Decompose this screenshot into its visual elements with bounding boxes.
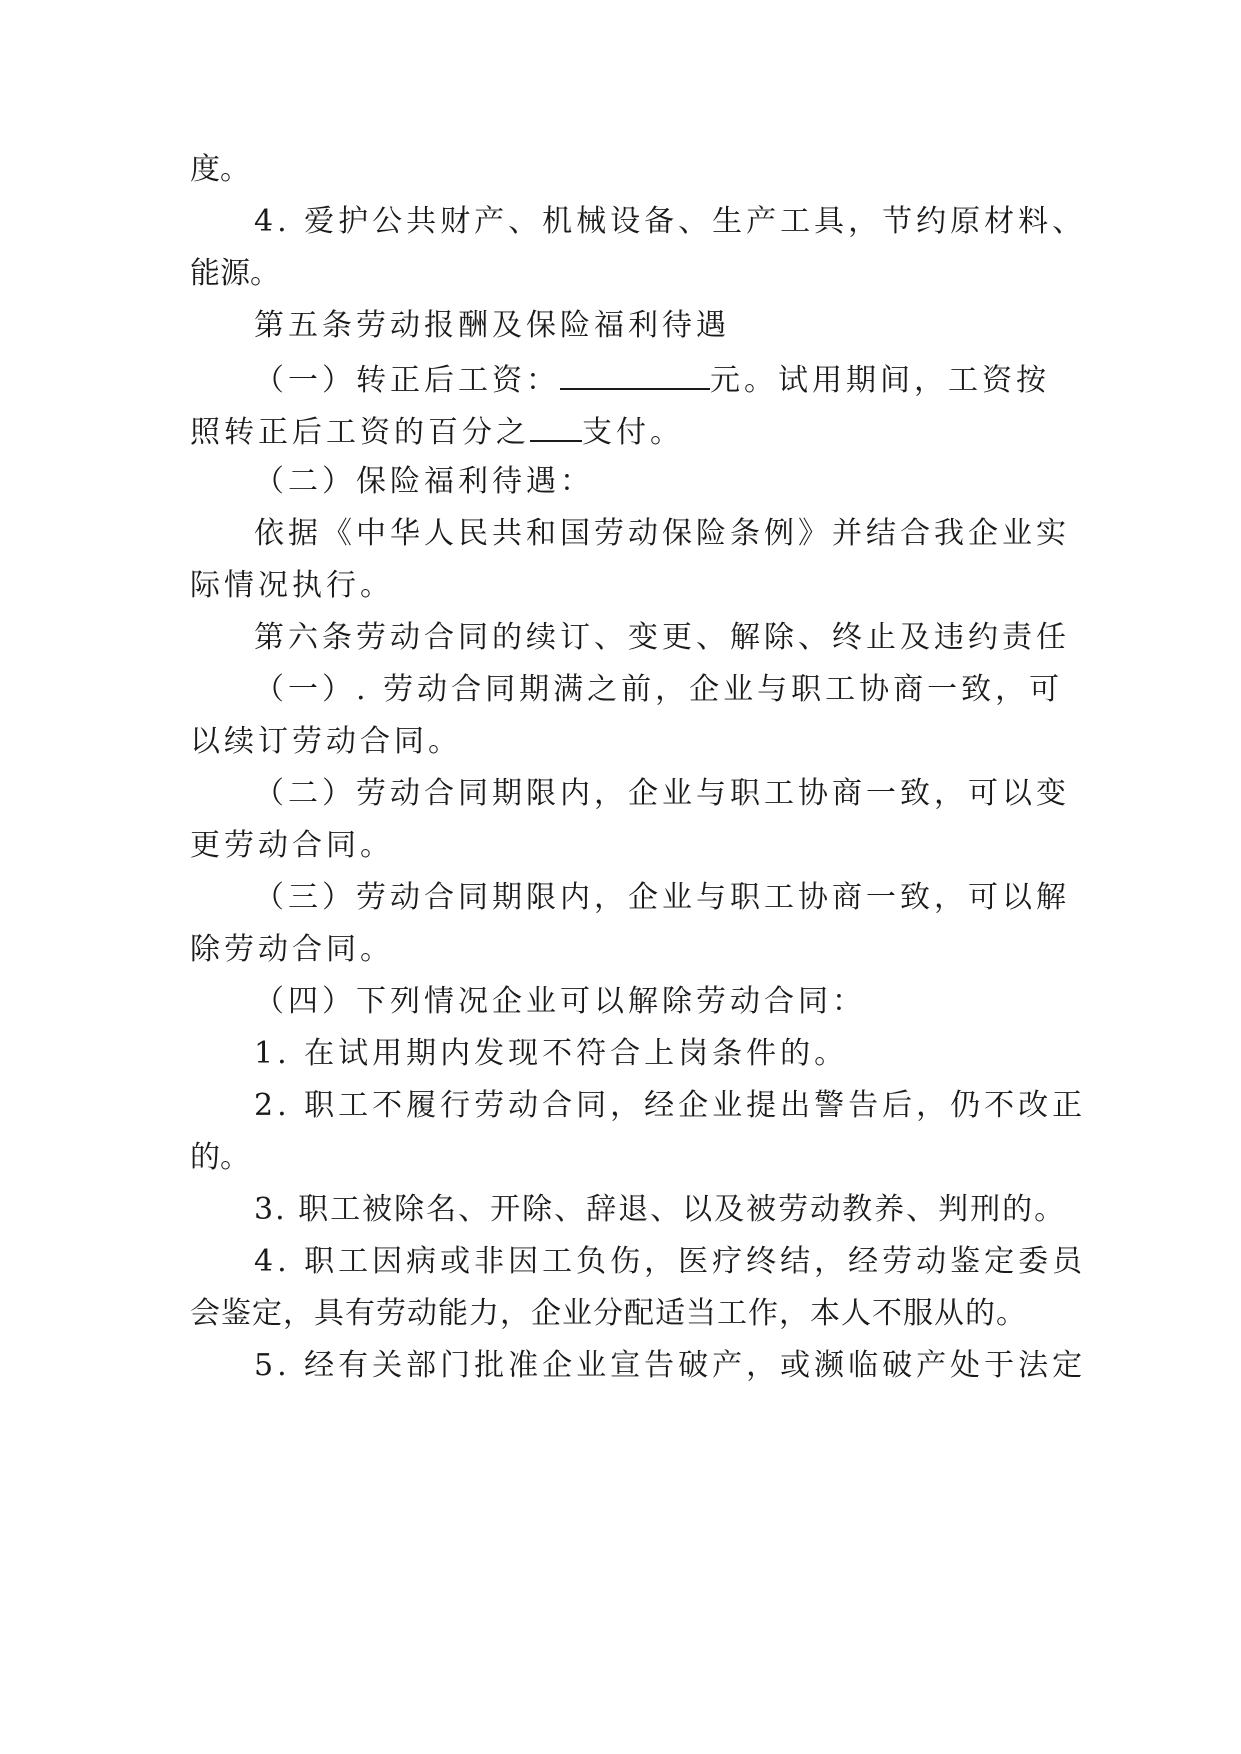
- text-line: 2. 职工不履行劳动合同，经企业提出警告后，仍不改正: [254, 1088, 1087, 1123]
- text-line: 除劳动合同。: [190, 932, 394, 967]
- section-heading: 第五条劳动报酬及保险福利待遇: [254, 308, 730, 343]
- text-line-salary: [254, 358, 1154, 398]
- fill-in-blank: [530, 410, 582, 442]
- text-line: （二）劳动合同期限内，企业与职工协商一致，可以变: [254, 776, 1070, 811]
- text-line: （一）. 劳动合同期满之前，企业与职工协商一致，可: [254, 672, 1064, 707]
- text-line: 4. 爱护公共财产、机械设备、生产工具，节约原材料、: [254, 204, 1087, 239]
- section-heading: 第六条劳动合同的续订、变更、解除、终止及违约责任: [254, 620, 1070, 655]
- text-line: 更劳动合同。: [190, 828, 394, 863]
- text-line: 度。: [190, 152, 250, 187]
- text-line: 5. 经有关部门批准企业宣告破产，或濒临破产处于法定: [254, 1348, 1087, 1383]
- text-line: 会鉴定，具有劳动能力，企业分配适当工作，本人不服从的。: [190, 1296, 1027, 1331]
- text-line: （四）下列情况企业可以解除劳动合同：: [254, 984, 866, 1019]
- text-segment: 元。试用期间，工资按: [710, 363, 1050, 398]
- text-line: 的。: [190, 1140, 250, 1175]
- text-segment: （一）转正后工资：: [254, 363, 560, 398]
- text-line: 依据《中华人民共和国劳动保险条例》并结合我企业实: [254, 516, 1070, 551]
- text-line: 际情况执行。: [190, 568, 394, 603]
- text-segment: 照转正后工资的百分之: [190, 415, 530, 450]
- text-line: 3. 职工被除名、开除、辞退、以及被劳动教养、判刑的。: [254, 1192, 1067, 1227]
- text-line-percentage: [190, 410, 1090, 450]
- fill-in-blank: [560, 358, 710, 390]
- text-line: （三）劳动合同期限内，企业与职工协商一致，可以解: [254, 880, 1070, 915]
- text-line: 4. 职工因病或非因工负伤，医疗终结，经劳动鉴定委员: [254, 1244, 1087, 1279]
- text-line: 1. 在试用期内发现不符合上岗条件的。: [254, 1036, 849, 1071]
- text-segment: 支付。: [582, 415, 684, 450]
- text-line: 能源。: [190, 256, 280, 291]
- text-line: （二）保险福利待遇：: [254, 464, 594, 499]
- text-line: 以续订劳动合同。: [190, 724, 462, 759]
